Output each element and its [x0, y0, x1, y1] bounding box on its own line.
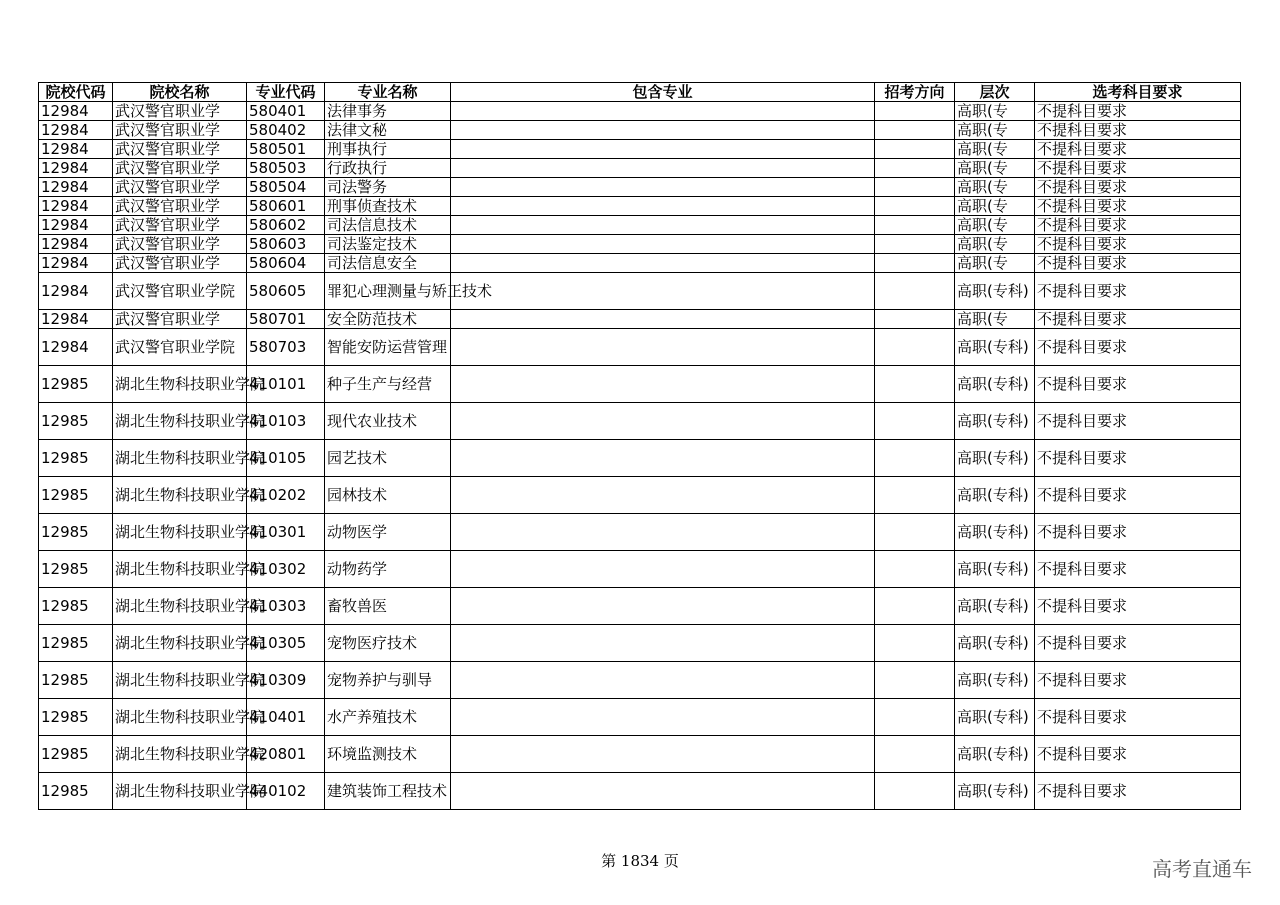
cell-included-majors: [451, 625, 875, 662]
cell-included-majors: [451, 699, 875, 736]
cell-included-majors: [451, 216, 875, 235]
cell-major-name: 刑事侦查技术: [325, 197, 451, 216]
cell-included-majors: [451, 121, 875, 140]
cell-subject-requirement: 不提科目要求: [1035, 159, 1241, 178]
cell-major-name: 水产养殖技术: [325, 699, 451, 736]
cell-major-name: 司法鉴定技术: [325, 235, 451, 254]
table-row: [39, 273, 1241, 310]
cell-level: 高职(专: [955, 140, 1035, 159]
cell-direction: [875, 588, 955, 625]
cell-level: 高职(专科): [955, 403, 1035, 440]
cell-major-code: 580604: [247, 254, 325, 273]
cell-school-name: 湖北生物科技职业学院: [113, 477, 247, 514]
cell-major-code: 410303: [247, 588, 325, 625]
cell-included-majors: [451, 477, 875, 514]
cell-included-majors: [451, 254, 875, 273]
cell-subject-requirement: 不提科目要求: [1035, 140, 1241, 159]
cell-direction: [875, 736, 955, 773]
cell-major-name: 园林技术: [325, 477, 451, 514]
cell-school-code: 12984: [39, 197, 113, 216]
cell-included-majors: [451, 140, 875, 159]
cell-included-majors: [451, 235, 875, 254]
cell-major-code: 580605: [247, 273, 325, 310]
cell-school-code: 12985: [39, 699, 113, 736]
cell-level: 高职(专: [955, 102, 1035, 121]
header-direction: 招考方向: [875, 83, 955, 102]
header-school-code: 院校代码: [39, 83, 113, 102]
table-row: [39, 588, 1241, 625]
table-row: [39, 197, 1241, 216]
cell-major-code: 580401: [247, 102, 325, 121]
cell-major-code: 410101: [247, 366, 325, 403]
cell-major-name: 罪犯心理测量与矫正技术: [325, 273, 451, 310]
cell-major-name: 司法信息安全: [325, 254, 451, 273]
cell-school-code: 12984: [39, 121, 113, 140]
cell-direction: [875, 310, 955, 329]
cell-level: 高职(专科): [955, 366, 1035, 403]
cell-level: 高职(专科): [955, 662, 1035, 699]
cell-major-name: 宠物医疗技术: [325, 625, 451, 662]
cell-subject-requirement: 不提科目要求: [1035, 773, 1241, 810]
table-body: [39, 102, 1241, 810]
cell-level: 高职(专: [955, 178, 1035, 197]
cell-included-majors: [451, 736, 875, 773]
header-school-name: 院校名称: [113, 83, 247, 102]
cell-school-name: 湖北生物科技职业学院: [113, 551, 247, 588]
cell-major-name: 畜牧兽医: [325, 588, 451, 625]
table-row: [39, 699, 1241, 736]
cell-direction: [875, 254, 955, 273]
cell-included-majors: [451, 366, 875, 403]
cell-included-majors: [451, 197, 875, 216]
cell-school-code: 12985: [39, 366, 113, 403]
cell-subject-requirement: 不提科目要求: [1035, 514, 1241, 551]
cell-major-name: 建筑装饰工程技术: [325, 773, 451, 810]
cell-major-name: 刑事执行: [325, 140, 451, 159]
table-row: [39, 736, 1241, 773]
header-level: 层次: [955, 83, 1035, 102]
cell-school-code: 12985: [39, 514, 113, 551]
cell-direction: [875, 329, 955, 366]
cell-level: 高职(专科): [955, 514, 1035, 551]
cell-major-code: 580701: [247, 310, 325, 329]
cell-school-name: 湖北生物科技职业学院: [113, 403, 247, 440]
cell-major-code: 580602: [247, 216, 325, 235]
cell-subject-requirement: 不提科目要求: [1035, 178, 1241, 197]
cell-included-majors: [451, 551, 875, 588]
table-row: [39, 159, 1241, 178]
cell-school-name: 武汉警官职业学: [113, 310, 247, 329]
cell-major-name: 现代农业技术: [325, 403, 451, 440]
cell-major-code: 580402: [247, 121, 325, 140]
cell-level: 高职(专科): [955, 273, 1035, 310]
cell-level: 高职(专科): [955, 440, 1035, 477]
cell-level: 高职(专科): [955, 699, 1035, 736]
cell-school-code: 12985: [39, 662, 113, 699]
cell-subject-requirement: 不提科目要求: [1035, 216, 1241, 235]
table-row: [39, 551, 1241, 588]
cell-school-code: 12985: [39, 625, 113, 662]
cell-school-name: 武汉警官职业学: [113, 121, 247, 140]
cell-direction: [875, 159, 955, 178]
cell-major-code: 420801: [247, 736, 325, 773]
cell-school-name: 武汉警官职业学: [113, 140, 247, 159]
cell-level: 高职(专科): [955, 551, 1035, 588]
cell-school-name: 武汉警官职业学院: [113, 329, 247, 366]
table-row: [39, 773, 1241, 810]
cell-included-majors: [451, 159, 875, 178]
cell-subject-requirement: 不提科目要求: [1035, 310, 1241, 329]
cell-level: 高职(专科): [955, 477, 1035, 514]
watermark-text: 高考直通车: [1152, 857, 1252, 881]
cell-school-code: 12984: [39, 140, 113, 159]
cell-major-name: 环境监测技术: [325, 736, 451, 773]
table-row: [39, 140, 1241, 159]
cell-included-majors: [451, 403, 875, 440]
table-row: [39, 121, 1241, 140]
cell-major-code: 580703: [247, 329, 325, 366]
cell-included-majors: [451, 329, 875, 366]
cell-included-majors: [451, 178, 875, 197]
cell-major-code: 410401: [247, 699, 325, 736]
cell-level: 高职(专: [955, 197, 1035, 216]
cell-subject-requirement: 不提科目要求: [1035, 254, 1241, 273]
cell-school-name: 武汉警官职业学: [113, 254, 247, 273]
cell-subject-requirement: 不提科目要求: [1035, 329, 1241, 366]
cell-major-name: 法律文秘: [325, 121, 451, 140]
cell-included-majors: [451, 588, 875, 625]
cell-major-name: 园艺技术: [325, 440, 451, 477]
cell-subject-requirement: 不提科目要求: [1035, 235, 1241, 254]
table-row: [39, 366, 1241, 403]
cell-school-name: 武汉警官职业学: [113, 102, 247, 121]
cell-subject-requirement: 不提科目要求: [1035, 699, 1241, 736]
cell-subject-requirement: 不提科目要求: [1035, 197, 1241, 216]
admissions-table: [38, 82, 1241, 810]
cell-major-name: 法律事务: [325, 102, 451, 121]
cell-school-code: 12984: [39, 254, 113, 273]
table-row: [39, 514, 1241, 551]
table-header-row: [39, 83, 1241, 102]
table-row: [39, 235, 1241, 254]
cell-school-code: 12984: [39, 159, 113, 178]
cell-direction: [875, 403, 955, 440]
cell-direction: [875, 662, 955, 699]
cell-direction: [875, 625, 955, 662]
cell-major-code: 410309: [247, 662, 325, 699]
cell-major-code: 440102: [247, 773, 325, 810]
cell-subject-requirement: 不提科目要求: [1035, 477, 1241, 514]
header-major-name: 专业名称: [325, 83, 451, 102]
table-row: [39, 440, 1241, 477]
cell-school-name: 湖北生物科技职业学院: [113, 514, 247, 551]
cell-direction: [875, 366, 955, 403]
table-row: [39, 329, 1241, 366]
cell-major-code: 410305: [247, 625, 325, 662]
cell-included-majors: [451, 773, 875, 810]
cell-school-name: 武汉警官职业学院: [113, 273, 247, 310]
cell-level: 高职(专: [955, 310, 1035, 329]
cell-level: 高职(专: [955, 254, 1035, 273]
cell-major-code: 580501: [247, 140, 325, 159]
cell-major-code: 410302: [247, 551, 325, 588]
cell-school-name: 湖北生物科技职业学院: [113, 625, 247, 662]
cell-school-code: 12984: [39, 216, 113, 235]
cell-included-majors: [451, 273, 875, 310]
cell-school-name: 湖北生物科技职业学院: [113, 773, 247, 810]
table-row: [39, 216, 1241, 235]
cell-major-code: 580603: [247, 235, 325, 254]
cell-direction: [875, 102, 955, 121]
cell-major-name: 司法警务: [325, 178, 451, 197]
cell-major-code: 580503: [247, 159, 325, 178]
cell-school-name: 湖北生物科技职业学院: [113, 736, 247, 773]
page-number: 第 1834 页: [601, 852, 679, 870]
cell-major-name: 种子生产与经营: [325, 366, 451, 403]
cell-major-name: 司法信息技术: [325, 216, 451, 235]
cell-included-majors: [451, 310, 875, 329]
cell-major-code: 580504: [247, 178, 325, 197]
table-row: [39, 625, 1241, 662]
cell-level: 高职(专科): [955, 625, 1035, 662]
cell-major-code: 410301: [247, 514, 325, 551]
cell-direction: [875, 440, 955, 477]
cell-subject-requirement: 不提科目要求: [1035, 736, 1241, 773]
cell-subject-requirement: 不提科目要求: [1035, 625, 1241, 662]
header-subject-requirement: 选考科目要求: [1035, 83, 1241, 102]
cell-level: 高职(专科): [955, 329, 1035, 366]
cell-major-name: 智能安防运营管理: [325, 329, 451, 366]
cell-school-name: 武汉警官职业学: [113, 235, 247, 254]
cell-included-majors: [451, 662, 875, 699]
cell-direction: [875, 235, 955, 254]
cell-school-name: 湖北生物科技职业学院: [113, 662, 247, 699]
cell-level: 高职(专: [955, 235, 1035, 254]
table-row: [39, 477, 1241, 514]
cell-direction: [875, 773, 955, 810]
cell-level: 高职(专科): [955, 588, 1035, 625]
cell-level: 高职(专科): [955, 736, 1035, 773]
cell-school-code: 12985: [39, 403, 113, 440]
table-row: [39, 403, 1241, 440]
cell-school-code: 12984: [39, 235, 113, 254]
cell-major-code: 410105: [247, 440, 325, 477]
cell-level: 高职(专: [955, 121, 1035, 140]
cell-school-code: 12985: [39, 773, 113, 810]
cell-school-code: 12985: [39, 736, 113, 773]
cell-school-code: 12984: [39, 102, 113, 121]
table-row: [39, 178, 1241, 197]
cell-direction: [875, 551, 955, 588]
cell-school-name: 湖北生物科技职业学院: [113, 366, 247, 403]
cell-subject-requirement: 不提科目要求: [1035, 588, 1241, 625]
cell-major-code: 410202: [247, 477, 325, 514]
cell-school-name: 武汉警官职业学: [113, 197, 247, 216]
cell-subject-requirement: 不提科目要求: [1035, 273, 1241, 310]
cell-included-majors: [451, 440, 875, 477]
cell-direction: [875, 477, 955, 514]
header-included-majors: 包含专业: [451, 83, 875, 102]
cell-school-code: 12984: [39, 310, 113, 329]
header-major-code: 专业代码: [247, 83, 325, 102]
cell-subject-requirement: 不提科目要求: [1035, 440, 1241, 477]
cell-major-name: 宠物养护与驯导: [325, 662, 451, 699]
table-row: [39, 102, 1241, 121]
cell-major-code: 410103: [247, 403, 325, 440]
cell-direction: [875, 273, 955, 310]
cell-included-majors: [451, 514, 875, 551]
cell-level: 高职(专: [955, 216, 1035, 235]
cell-included-majors: [451, 102, 875, 121]
cell-school-code: 12985: [39, 551, 113, 588]
cell-school-name: 湖北生物科技职业学院: [113, 440, 247, 477]
cell-level: 高职(专科): [955, 773, 1035, 810]
cell-school-code: 12984: [39, 329, 113, 366]
cell-subject-requirement: 不提科目要求: [1035, 403, 1241, 440]
cell-direction: [875, 140, 955, 159]
table-row: [39, 254, 1241, 273]
cell-school-name: 武汉警官职业学: [113, 159, 247, 178]
cell-school-name: 湖北生物科技职业学院: [113, 588, 247, 625]
cell-direction: [875, 121, 955, 140]
cell-school-code: 12985: [39, 440, 113, 477]
cell-major-name: 动物医学: [325, 514, 451, 551]
cell-school-name: 武汉警官职业学: [113, 216, 247, 235]
cell-level: 高职(专: [955, 159, 1035, 178]
cell-major-code: 580601: [247, 197, 325, 216]
cell-subject-requirement: 不提科目要求: [1035, 102, 1241, 121]
cell-direction: [875, 216, 955, 235]
cell-school-code: 12985: [39, 477, 113, 514]
cell-school-code: 12984: [39, 273, 113, 310]
cell-subject-requirement: 不提科目要求: [1035, 366, 1241, 403]
cell-direction: [875, 197, 955, 216]
cell-major-name: 安全防范技术: [325, 310, 451, 329]
cell-school-name: 武汉警官职业学: [113, 178, 247, 197]
cell-school-code: 12984: [39, 178, 113, 197]
cell-direction: [875, 514, 955, 551]
cell-major-name: 行政执行: [325, 159, 451, 178]
cell-school-name: 湖北生物科技职业学院: [113, 699, 247, 736]
cell-subject-requirement: 不提科目要求: [1035, 121, 1241, 140]
cell-school-code: 12985: [39, 588, 113, 625]
cell-direction: [875, 178, 955, 197]
table-row: [39, 662, 1241, 699]
cell-major-name: 动物药学: [325, 551, 451, 588]
cell-subject-requirement: 不提科目要求: [1035, 662, 1241, 699]
table-row: [39, 310, 1241, 329]
cell-direction: [875, 699, 955, 736]
cell-subject-requirement: 不提科目要求: [1035, 551, 1241, 588]
